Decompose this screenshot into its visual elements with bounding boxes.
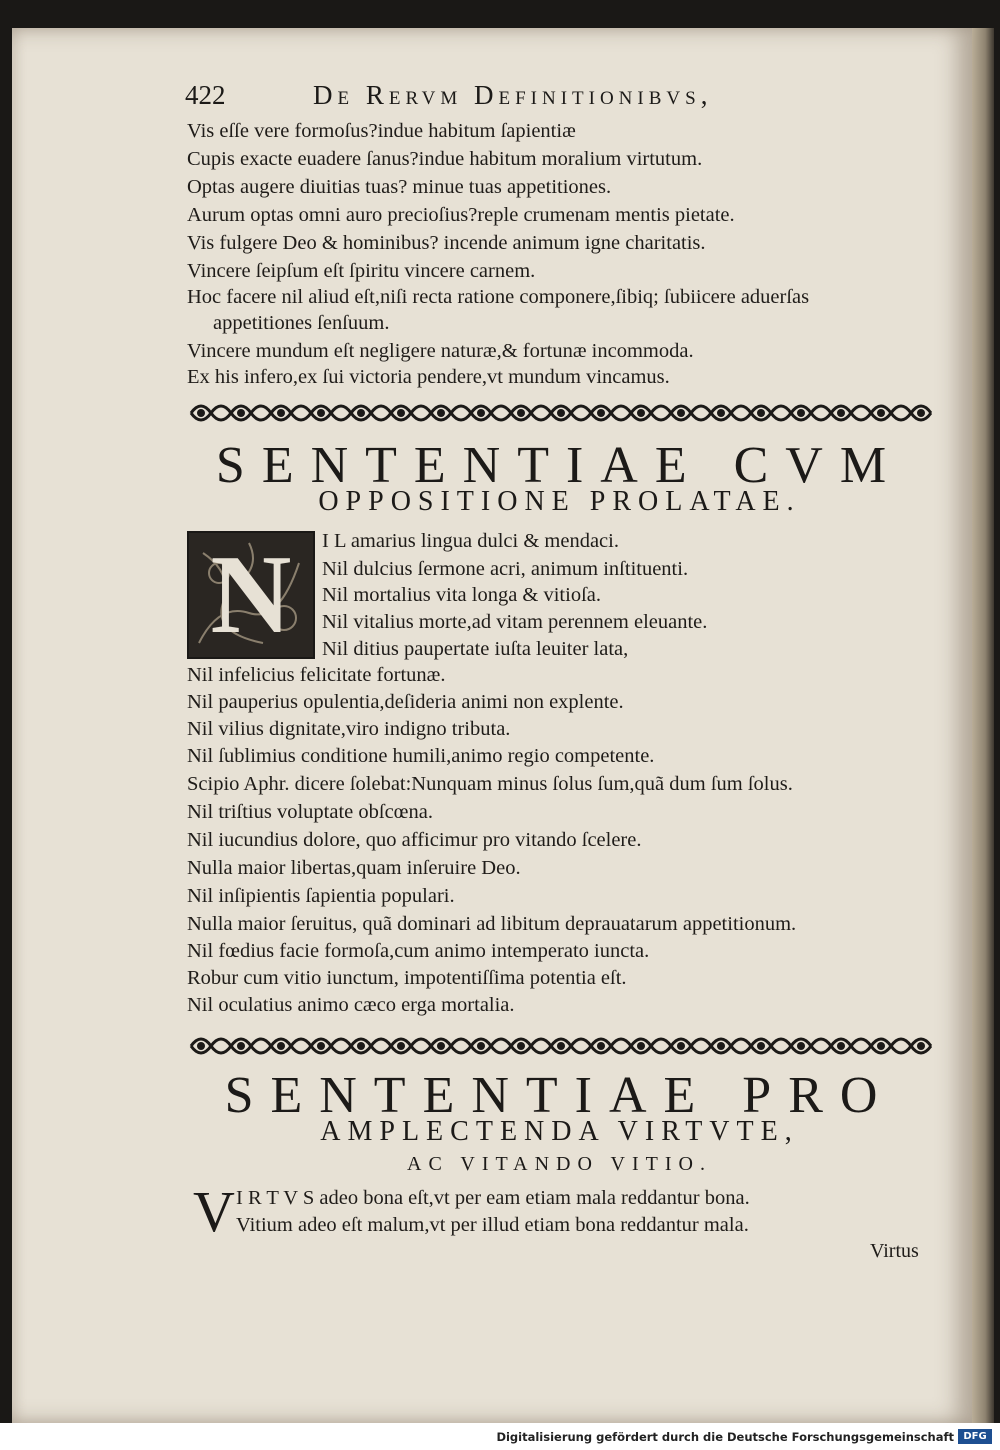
text-line: appetitiones ſenſuum.: [213, 312, 390, 334]
dfg-logo[interactable]: DFG: [958, 1429, 992, 1444]
section-heading: SENTENTIAE CVM: [215, 437, 904, 494]
text-line: Nil ſublimius conditione humili,animo regio competente.: [187, 745, 655, 767]
funding-credit: Digitalisierung gefördert durch die Deutsche Forschungsgemeinschaft: [496, 1430, 954, 1444]
text-line: Hoc facere nil aliud eſt,niſi recta ratione componere,ſibiq; ſubiicere aduerſas: [187, 286, 810, 308]
section-subheading-small: AC VITANDO VITIO.: [407, 1153, 712, 1175]
text-line: Nil dulcius ſermone acri, animum inſtituenti.: [322, 558, 689, 580]
text-line: Vitium adeo eſt malum,vt per illud etiam bona reddantur mala.: [236, 1214, 749, 1236]
text-line: Nil fœdius facie formoſa,cum animo intemperato iuncta.: [187, 940, 650, 962]
text-line: Nil mortalius vita longa & vitioſa.: [322, 584, 601, 606]
drop-cap-initial: [187, 531, 315, 659]
text-line: Vis eſſe vere formoſus?indue habitum ſapientiæ: [187, 120, 576, 142]
running-head-title: De Rervm Definitionibvs,: [313, 80, 713, 110]
drop-cap-letter: V: [193, 1179, 235, 1244]
page-number: 422: [185, 80, 226, 110]
text-line: Optas augere diuitias tuas? minue tuas appetitiones.: [187, 176, 612, 198]
text-line: Nil inſipientis ſapientia populari.: [187, 885, 455, 907]
text-line: Vincere mundum eſt negligere naturæ,& fortunæ incommoda.: [187, 340, 694, 362]
text-line: I L amarius lingua dulci & mendaci.: [322, 530, 619, 552]
text-line: Scipio Aphr. dicere ſolebat:Nunquam minus ſolus ſum,quã dum ſum ſolus.: [187, 773, 793, 795]
text-line: Nil oculatius animo cæco erga mortalia.: [187, 994, 515, 1016]
text-line: Nil vitalius morte,ad vitam perennem eleuante.: [322, 611, 708, 633]
text-line: Nulla maior libertas,quam inſeruire Deo.: [187, 857, 521, 879]
section-subheading: AMPLECTENDA VIRTVTE,: [320, 1116, 799, 1147]
text-line: Nil iucundius dolore, quo afficimur pro vitando ſcelere.: [187, 829, 642, 851]
text-line: Nil ditius paupertate iuſta leuiter lata,: [322, 638, 629, 660]
text-line: Cupis exacte euadere ſanus?indue habitum moralium virtutum.: [187, 148, 703, 170]
page-edge: [972, 28, 994, 1423]
ornament-band: [187, 1030, 932, 1062]
text-line: Nulla maior ſeruitus, quã dominari ad libitum deprauatarum appetitionum.: [187, 913, 797, 935]
section-subheading: OPPOSITIONE PROLATAE.: [318, 486, 801, 517]
footer-bar: [0, 1423, 1000, 1450]
text-line: Nil vilius dignitate,viro indigno tributa.: [187, 718, 511, 740]
text-line: Ex his infero,ex ſui victoria pendere,vt mundum vincamus.: [187, 366, 670, 388]
text-line: Vis fulgere Deo & hominibus? incende animum igne charitatis.: [187, 232, 706, 254]
text-line: Nil pauperius opulentia,deſideria animi non explente.: [187, 691, 624, 713]
text-line: Vincere ſeipſum eſt ſpiritu vincere carnem.: [187, 260, 536, 282]
running-head: [185, 80, 835, 116]
ornament-band: [187, 397, 932, 429]
text-line: Aurum optas omni auro precioſius?reple crumenam mentis pietate.: [187, 204, 735, 226]
drop-cap-letter: N: [210, 533, 292, 657]
catchword: Virtus: [870, 1240, 919, 1262]
text-line: Nil triſtius voluptate obſcœna.: [187, 801, 433, 823]
section-heading: SENTENTIAE PRO: [224, 1067, 895, 1124]
text-line: I R T V S adeo bona eſt,vt per eam etiam mala reddantur bona.: [236, 1187, 750, 1209]
text-line: Nil infelicius felicitate fortunæ.: [187, 664, 446, 686]
text-line: Robur cum vitio iunctum, impotentiſſima potentia eſt.: [187, 967, 627, 989]
